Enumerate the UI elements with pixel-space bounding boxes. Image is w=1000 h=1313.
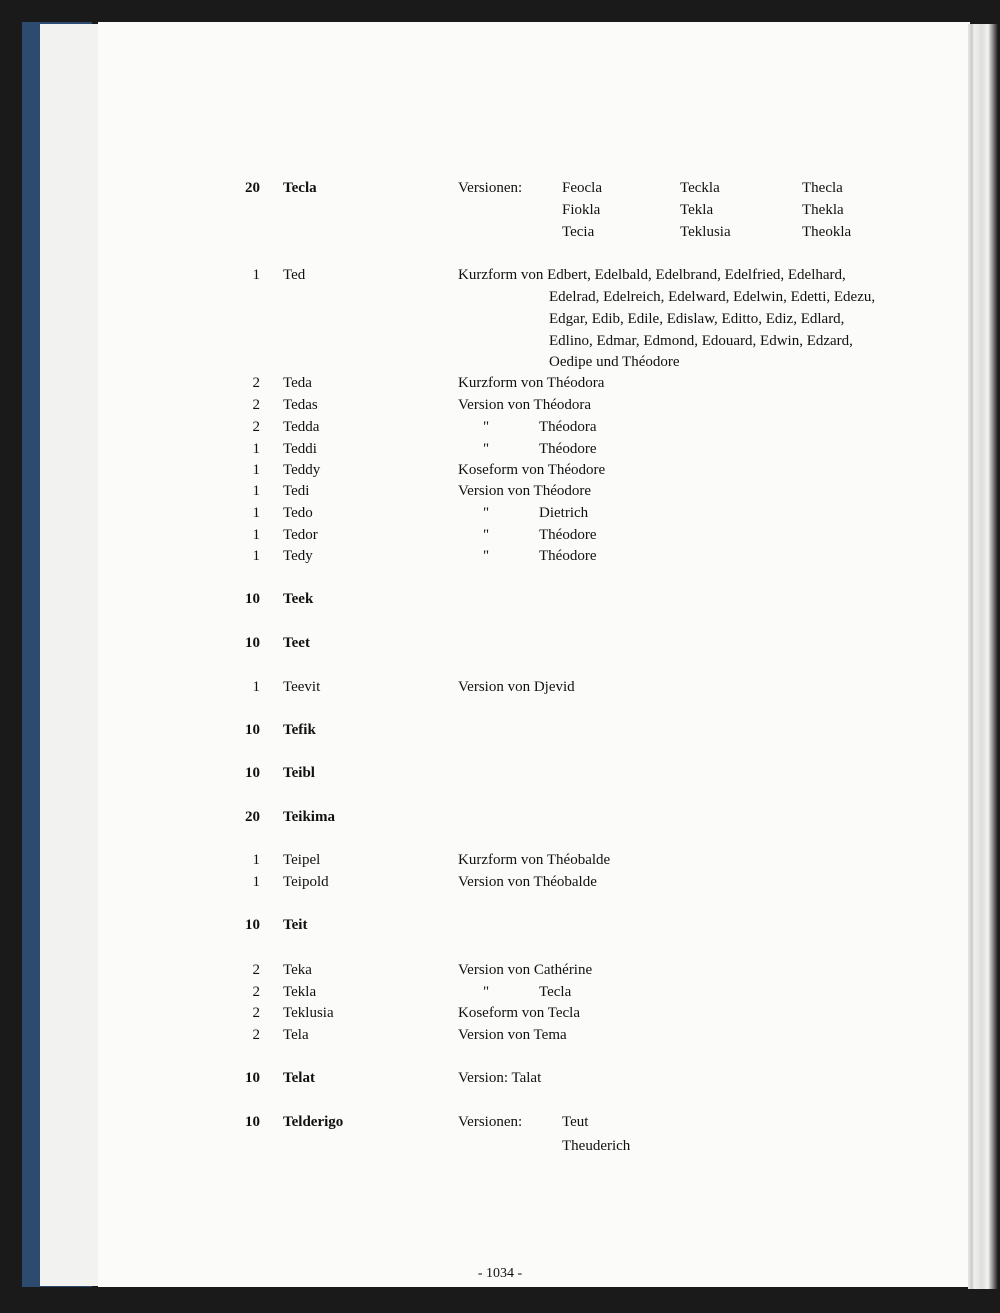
entry-name: Teipel — [283, 852, 321, 868]
version-name: Theuderich — [562, 1138, 631, 1154]
entry-description: Théodora — [539, 419, 597, 435]
description-continuation: Edelrad, Edelreich, Edelward, Edelwin, Edetti, Edezu, — [549, 289, 876, 305]
entry-name: Teit — [283, 917, 308, 933]
entry-row — [0, 719, 1000, 741]
entry-name: Teikima — [283, 809, 335, 825]
description-continuation: Edgar, Edib, Edile, Edislaw, Editto, Ediz, Edlard, — [549, 311, 845, 327]
entry-row — [0, 676, 1000, 698]
entry-row — [0, 524, 1000, 546]
entry-row-continuation — [0, 286, 1000, 308]
entry-name: Tela — [283, 1027, 309, 1043]
entry-count: 1 — [252, 462, 260, 478]
entry-name: Teddy — [283, 462, 321, 478]
entry-description: Théodore — [539, 441, 597, 457]
entry-row — [0, 1002, 1000, 1024]
entry-name: Tedor — [283, 527, 318, 543]
version-name: Theokla — [802, 224, 852, 240]
entry-row — [0, 372, 1000, 394]
entry-count: 10 — [245, 591, 260, 607]
entry-description: Théodore — [539, 527, 597, 543]
entry-row — [0, 1024, 1000, 1046]
entry-row — [0, 632, 1000, 654]
entry-name: Telderigo — [283, 1114, 344, 1130]
entry-count: 2 — [252, 397, 260, 413]
entry-count: 1 — [252, 874, 260, 890]
entry-name: Tedda — [283, 419, 320, 435]
entry-count: 20 — [245, 809, 260, 825]
entry-name: Telat — [283, 1070, 315, 1086]
entry-name: Tedy — [283, 548, 313, 564]
entry-count: 2 — [252, 1005, 260, 1021]
entry-row — [0, 871, 1000, 893]
entry-row — [0, 981, 1000, 1003]
entry-row — [0, 1067, 1000, 1089]
ditto-mark: " — [483, 548, 490, 564]
entry-name: Tecla — [283, 180, 317, 196]
entry-description: Koseform von Théodore — [458, 462, 606, 478]
entry-name: Teet — [283, 635, 310, 651]
entry-count: 2 — [252, 1027, 260, 1043]
entry-description: Version von Cathérine — [458, 962, 593, 978]
version-name: Thecla — [802, 180, 843, 196]
entry-row-continuation — [0, 351, 1000, 373]
entry-row-continuation — [0, 330, 1000, 352]
ditto-mark: " — [483, 419, 490, 435]
description-continuation: Oedipe und Théodore — [549, 354, 680, 370]
entry-name: Tedi — [283, 483, 310, 499]
entry-description: Version von Théobalde — [458, 874, 597, 890]
entry-count: 1 — [252, 267, 260, 283]
entry-row — [0, 1111, 1000, 1133]
entry-name: Teibl — [283, 765, 315, 781]
entry-description: Version von Djevid — [458, 679, 575, 695]
entry-row — [0, 502, 1000, 524]
entry-name: Tedo — [283, 505, 313, 521]
entry-count: 1 — [252, 852, 260, 868]
entry-count: 10 — [245, 1070, 260, 1086]
entry-name: Tekla — [283, 984, 317, 1000]
version-name: Feocla — [562, 180, 602, 196]
entry-name: Teevit — [283, 679, 321, 695]
version-name: Tekla — [680, 202, 714, 218]
entry-row — [0, 480, 1000, 502]
version-name: Teklusia — [680, 224, 731, 240]
entry-description: Version von Théodore — [458, 483, 592, 499]
entry-count: 20 — [245, 180, 260, 196]
version-name: Fiokla — [562, 202, 601, 218]
entry-row — [0, 588, 1000, 610]
entry-count: 2 — [252, 984, 260, 1000]
entry-row — [0, 545, 1000, 567]
entry-description: Version: Talat — [458, 1070, 542, 1086]
entry-count: 1 — [252, 679, 260, 695]
entry-count: 10 — [245, 722, 260, 738]
entry-description: Kurzform von Théodora — [458, 375, 605, 391]
page-number: - 1034 - — [477, 1266, 523, 1281]
entry-row-continuation — [0, 199, 1000, 221]
entry-count: 1 — [252, 527, 260, 543]
entry-count: 1 — [252, 441, 260, 457]
entry-count: 10 — [245, 917, 260, 933]
ditto-mark: " — [483, 441, 490, 457]
entry-count: 2 — [252, 375, 260, 391]
entry-name: Teklusia — [283, 1005, 334, 1021]
entry-name: Teipold — [283, 874, 329, 890]
ditto-mark: " — [483, 984, 490, 1000]
version-name: Teut — [562, 1114, 589, 1130]
entry-row — [0, 959, 1000, 981]
entry-name: Tedas — [283, 397, 318, 413]
entry-description: Dietrich — [539, 505, 589, 521]
entry-description: Théodore — [539, 548, 597, 564]
entry-description: Versionen: — [458, 180, 523, 196]
entry-row — [0, 394, 1000, 416]
entry-count: 1 — [252, 483, 260, 499]
entry-count: 2 — [252, 962, 260, 978]
entry-description: Tecla — [539, 984, 572, 1000]
description-continuation: Edlino, Edmar, Edmond, Edouard, Edwin, Edzard, — [549, 333, 853, 349]
entry-name: Ted — [283, 267, 306, 283]
entry-count: 10 — [245, 635, 260, 651]
entry-row-continuation — [0, 1135, 1000, 1157]
entry-count: 1 — [252, 505, 260, 521]
entry-row — [0, 438, 1000, 460]
entry-name: Teek — [283, 591, 314, 607]
entry-description: Version von Théodora — [458, 397, 592, 413]
entry-description: Kurzform von Théobalde — [458, 852, 611, 868]
entry-row — [0, 459, 1000, 481]
version-name: Tecia — [562, 224, 595, 240]
entry-description: Version von Tema — [458, 1027, 567, 1043]
entry-description: Koseform von Tecla — [458, 1005, 580, 1021]
entry-row-continuation — [0, 221, 1000, 243]
entry-row — [0, 416, 1000, 438]
entry-row — [0, 849, 1000, 871]
entry-description: Versionen: — [458, 1114, 523, 1130]
entry-name: Teddi — [283, 441, 317, 457]
entry-description: Kurzform von Edbert, Edelbald, Edelbrand, Edelfried, Edelhard, — [458, 267, 846, 283]
entry-count: 10 — [245, 1114, 260, 1130]
entry-row — [0, 177, 1000, 199]
version-name: Thekla — [802, 202, 844, 218]
entry-count: 1 — [252, 548, 260, 564]
entry-row — [0, 806, 1000, 828]
entry-row-continuation — [0, 308, 1000, 330]
entry-row — [0, 914, 1000, 936]
entry-name: Teda — [283, 375, 312, 391]
entry-name: Teka — [283, 962, 312, 978]
ditto-mark: " — [483, 505, 490, 521]
entry-count: 2 — [252, 419, 260, 435]
version-name: Teckla — [680, 180, 720, 196]
entry-row — [0, 264, 1000, 286]
entry-count: 10 — [245, 765, 260, 781]
entry-row — [0, 762, 1000, 784]
ditto-mark: " — [483, 527, 490, 543]
entry-name: Tefik — [283, 722, 316, 738]
